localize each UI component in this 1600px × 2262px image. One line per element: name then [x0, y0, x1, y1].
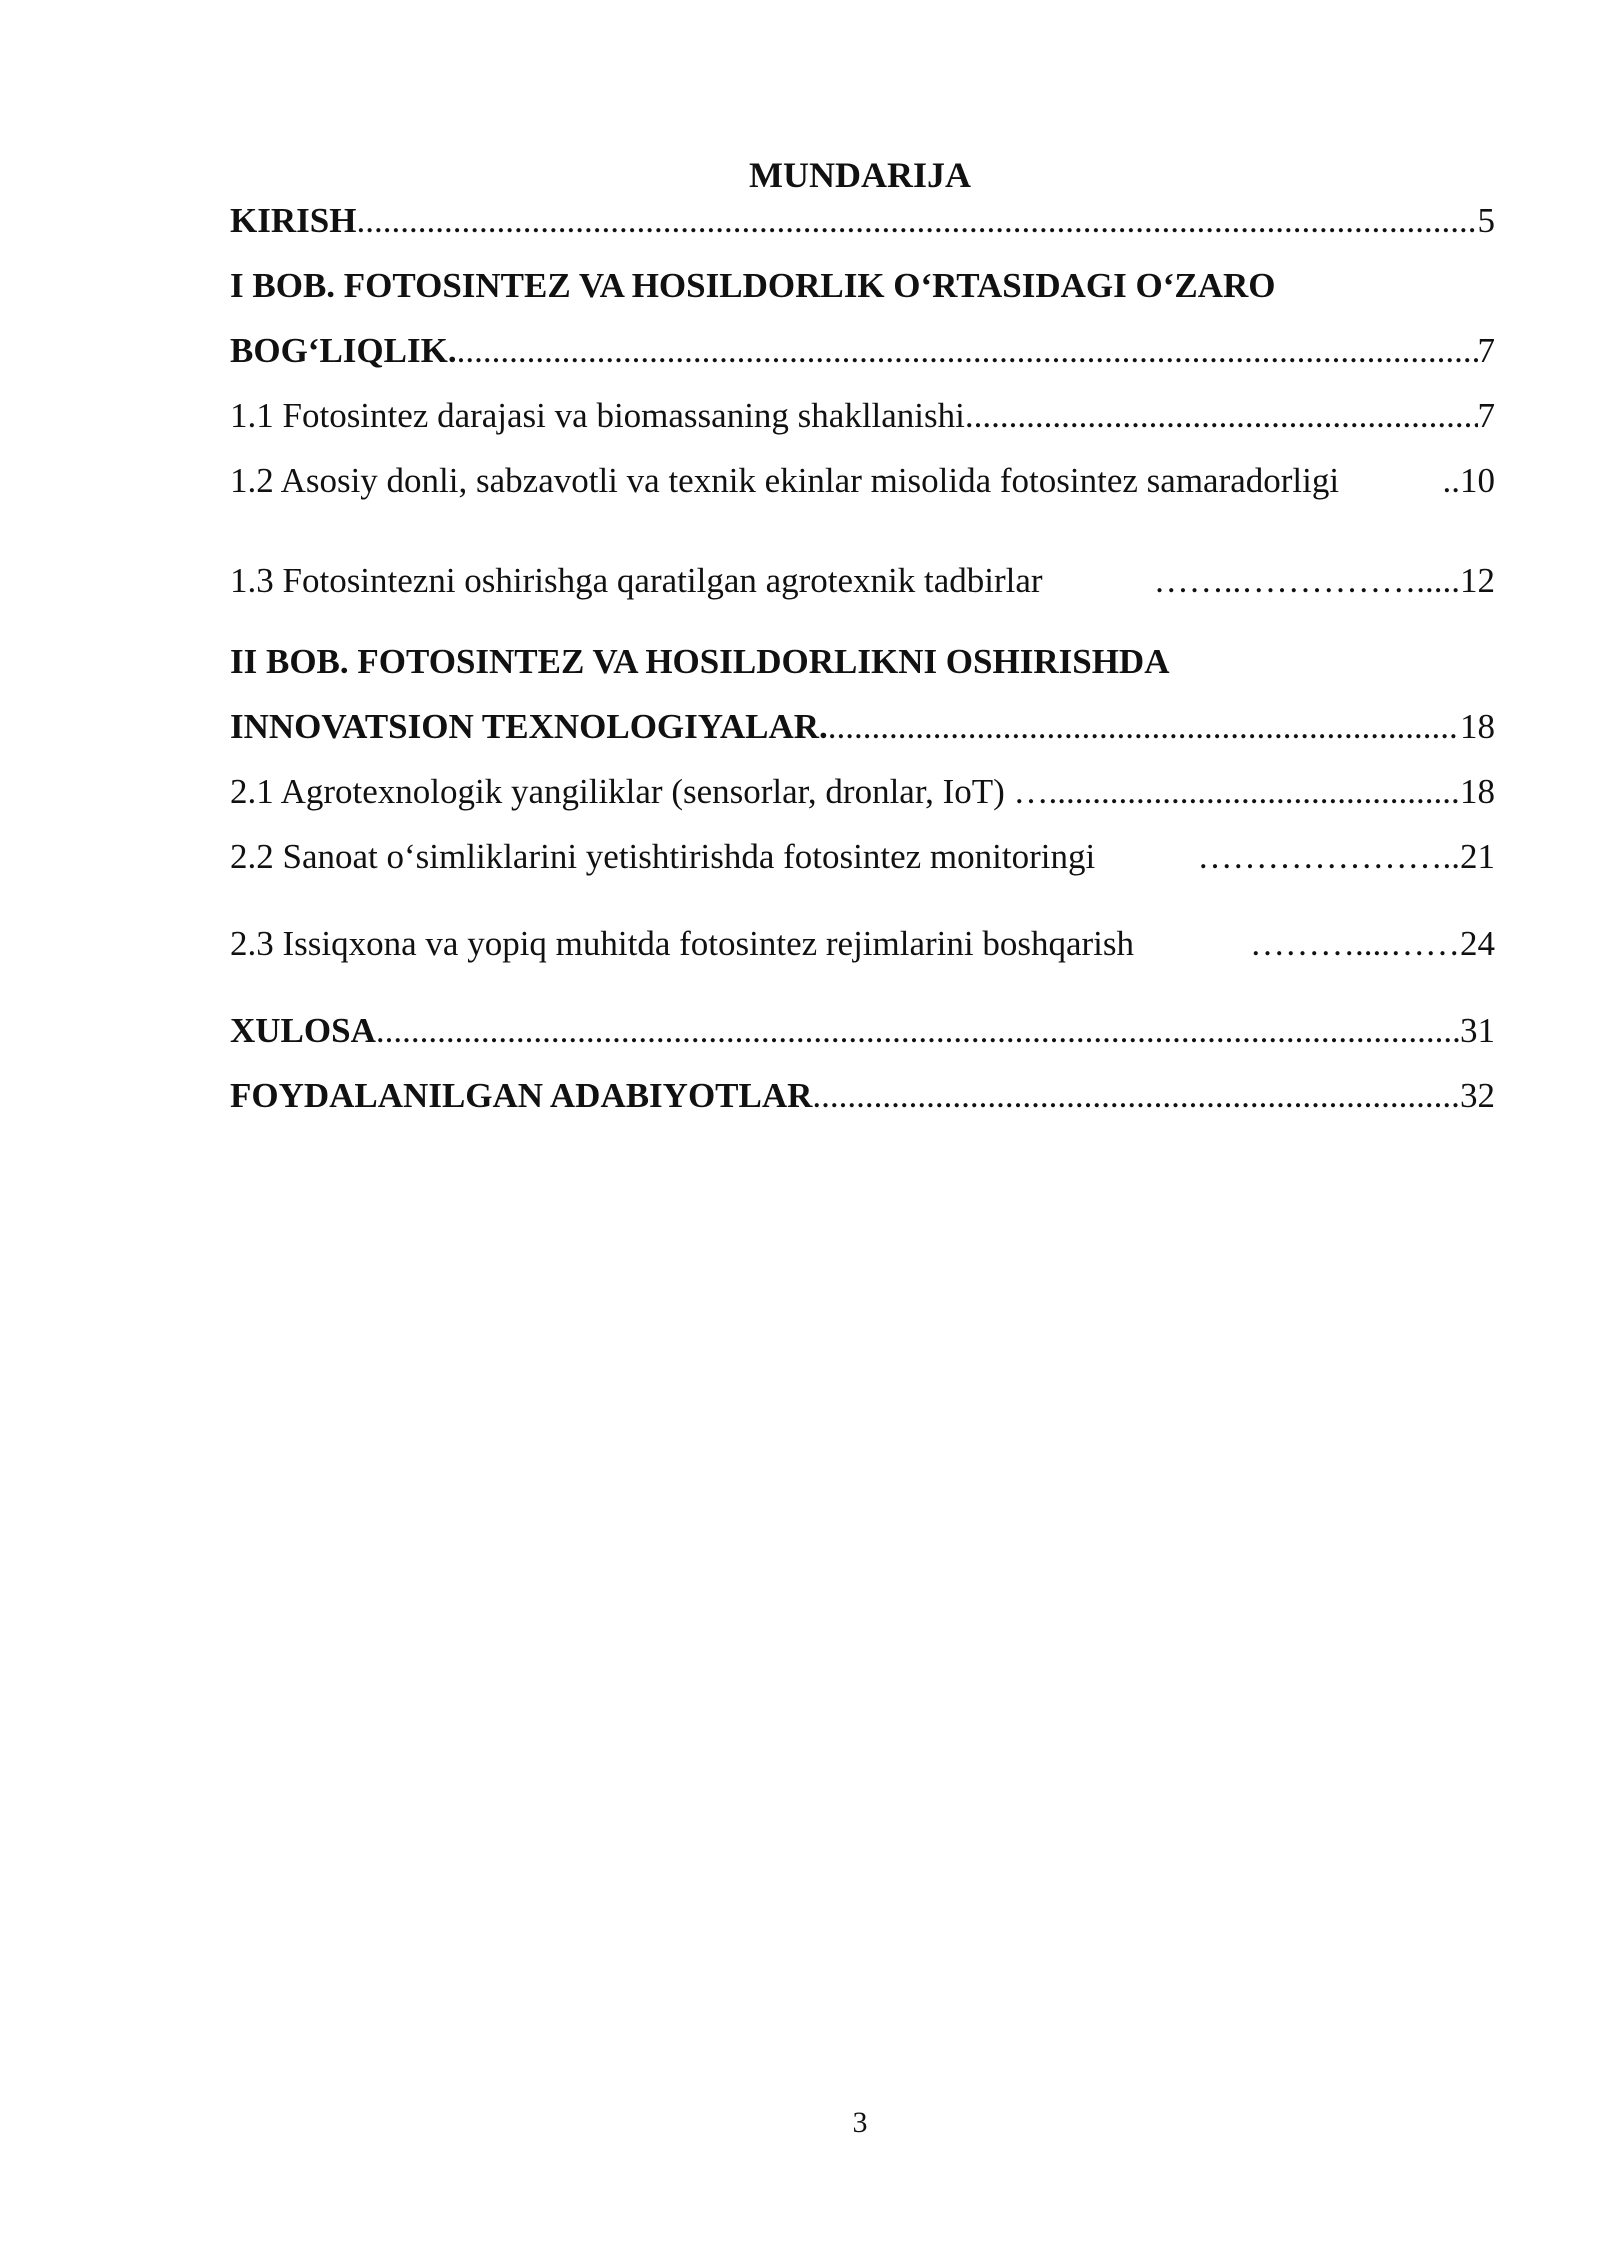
toc-entry-chapter-1-line-2[interactable]: [230, 326, 1495, 376]
toc-entry-chapter-1-line-1[interactable]: [230, 261, 1495, 311]
toc-dot-leader: [1057, 767, 1460, 817]
toc-page-number: 18: [1460, 707, 1495, 746]
toc-entry-text: I BOB. FOTOSINTEZ VA HOSILDORLIK O‘RTASIDAGI O‘ZARO: [230, 266, 1276, 305]
toc-entry-text: INNOVATSION TEXNOLOGIYALAR.: [230, 707, 828, 746]
toc-entry-2-2[interactable]: [230, 832, 1495, 882]
toc-page-number: 21: [1460, 837, 1495, 876]
toc-page-number: 10: [1460, 461, 1495, 500]
toc-page-number: 5: [1477, 201, 1495, 240]
toc-dot-leader: [828, 702, 1460, 752]
toc-entry-text: 2.2 Sanoat o‘simliklarini yetishtirishda fotosintez monitoringi: [230, 837, 1096, 876]
toc-dot-leader: [457, 326, 1478, 376]
toc-entry-1-2[interactable]: [230, 456, 1495, 506]
toc-dot-leader: [376, 1006, 1460, 1056]
toc-entry-1-1[interactable]: [230, 391, 1495, 441]
toc-entry-chapter-2-line-2[interactable]: [230, 702, 1495, 752]
toc-dot-leader: [965, 391, 1478, 441]
toc-entry-xulosa[interactable]: [230, 1006, 1495, 1056]
toc-entry-text: 1.3 Fotosintezni oshirishga qaratilgan agrotexnik tadbirlar: [230, 561, 1043, 600]
toc-page-number: 12: [1460, 561, 1495, 600]
toc-entry-text: 2.1 Agrotexnologik yangiliklar (sensorlar, dronlar, IoT) ….: [230, 772, 1058, 811]
toc-entry-text: 1.2 Asosiy donli, sabzavotli va texnik ekinlar misolida fotosintez samaradorligi: [230, 461, 1340, 500]
toc-entry-text: 1.1 Fotosintez darajasi va biomassaning shakllanishi: [230, 396, 965, 435]
toc-page-number: 7: [1477, 331, 1495, 370]
toc-entry-adabiyotlar[interactable]: [230, 1071, 1495, 1121]
toc-page-number: 18: [1460, 772, 1495, 811]
toc-dot-leader: ……..…………….....: [1153, 561, 1460, 600]
toc-title: MUNDARIJA: [749, 155, 971, 195]
toc-entry-text: KIRISH: [230, 201, 357, 240]
page-number: 3: [852, 2106, 868, 2139]
toc-entry-text: FOYDALANILGAN ADABIYOTLAR: [230, 1076, 813, 1115]
toc-dot-leader: [812, 1071, 1460, 1121]
toc-entry-1-3[interactable]: [230, 556, 1495, 606]
toc-entry-text: II BOB. FOTOSINTEZ VA HOSILDORLIKNI OSHIRISHDA: [230, 642, 1170, 681]
toc-entry-text: BOG‘LIQLIK.: [230, 331, 457, 370]
toc-entry-chapter-2-line-1[interactable]: [230, 637, 1495, 687]
toc-dot-leader: …………………..: [1197, 837, 1460, 876]
toc-entry-2-3[interactable]: [230, 919, 1495, 969]
toc-entry-text: 2.3 Issiqxona va yopiq muhitda fotosintez rejimlarini boshqarish: [230, 924, 1135, 963]
toc-page-number: 7: [1477, 396, 1495, 435]
toc-dot-leader: [356, 196, 1477, 246]
toc-entry-2-1[interactable]: [230, 767, 1495, 817]
toc-dot-leader: ………....……: [1250, 924, 1460, 963]
toc-page-number: 32: [1460, 1076, 1495, 1115]
toc-dot-leader: ..: [1442, 461, 1460, 500]
toc-page-number: 31: [1460, 1011, 1495, 1050]
toc-entry-kirish[interactable]: [230, 196, 1495, 246]
toc-page-number: 24: [1460, 924, 1495, 963]
toc-entry-text: XULOSA: [230, 1011, 376, 1050]
